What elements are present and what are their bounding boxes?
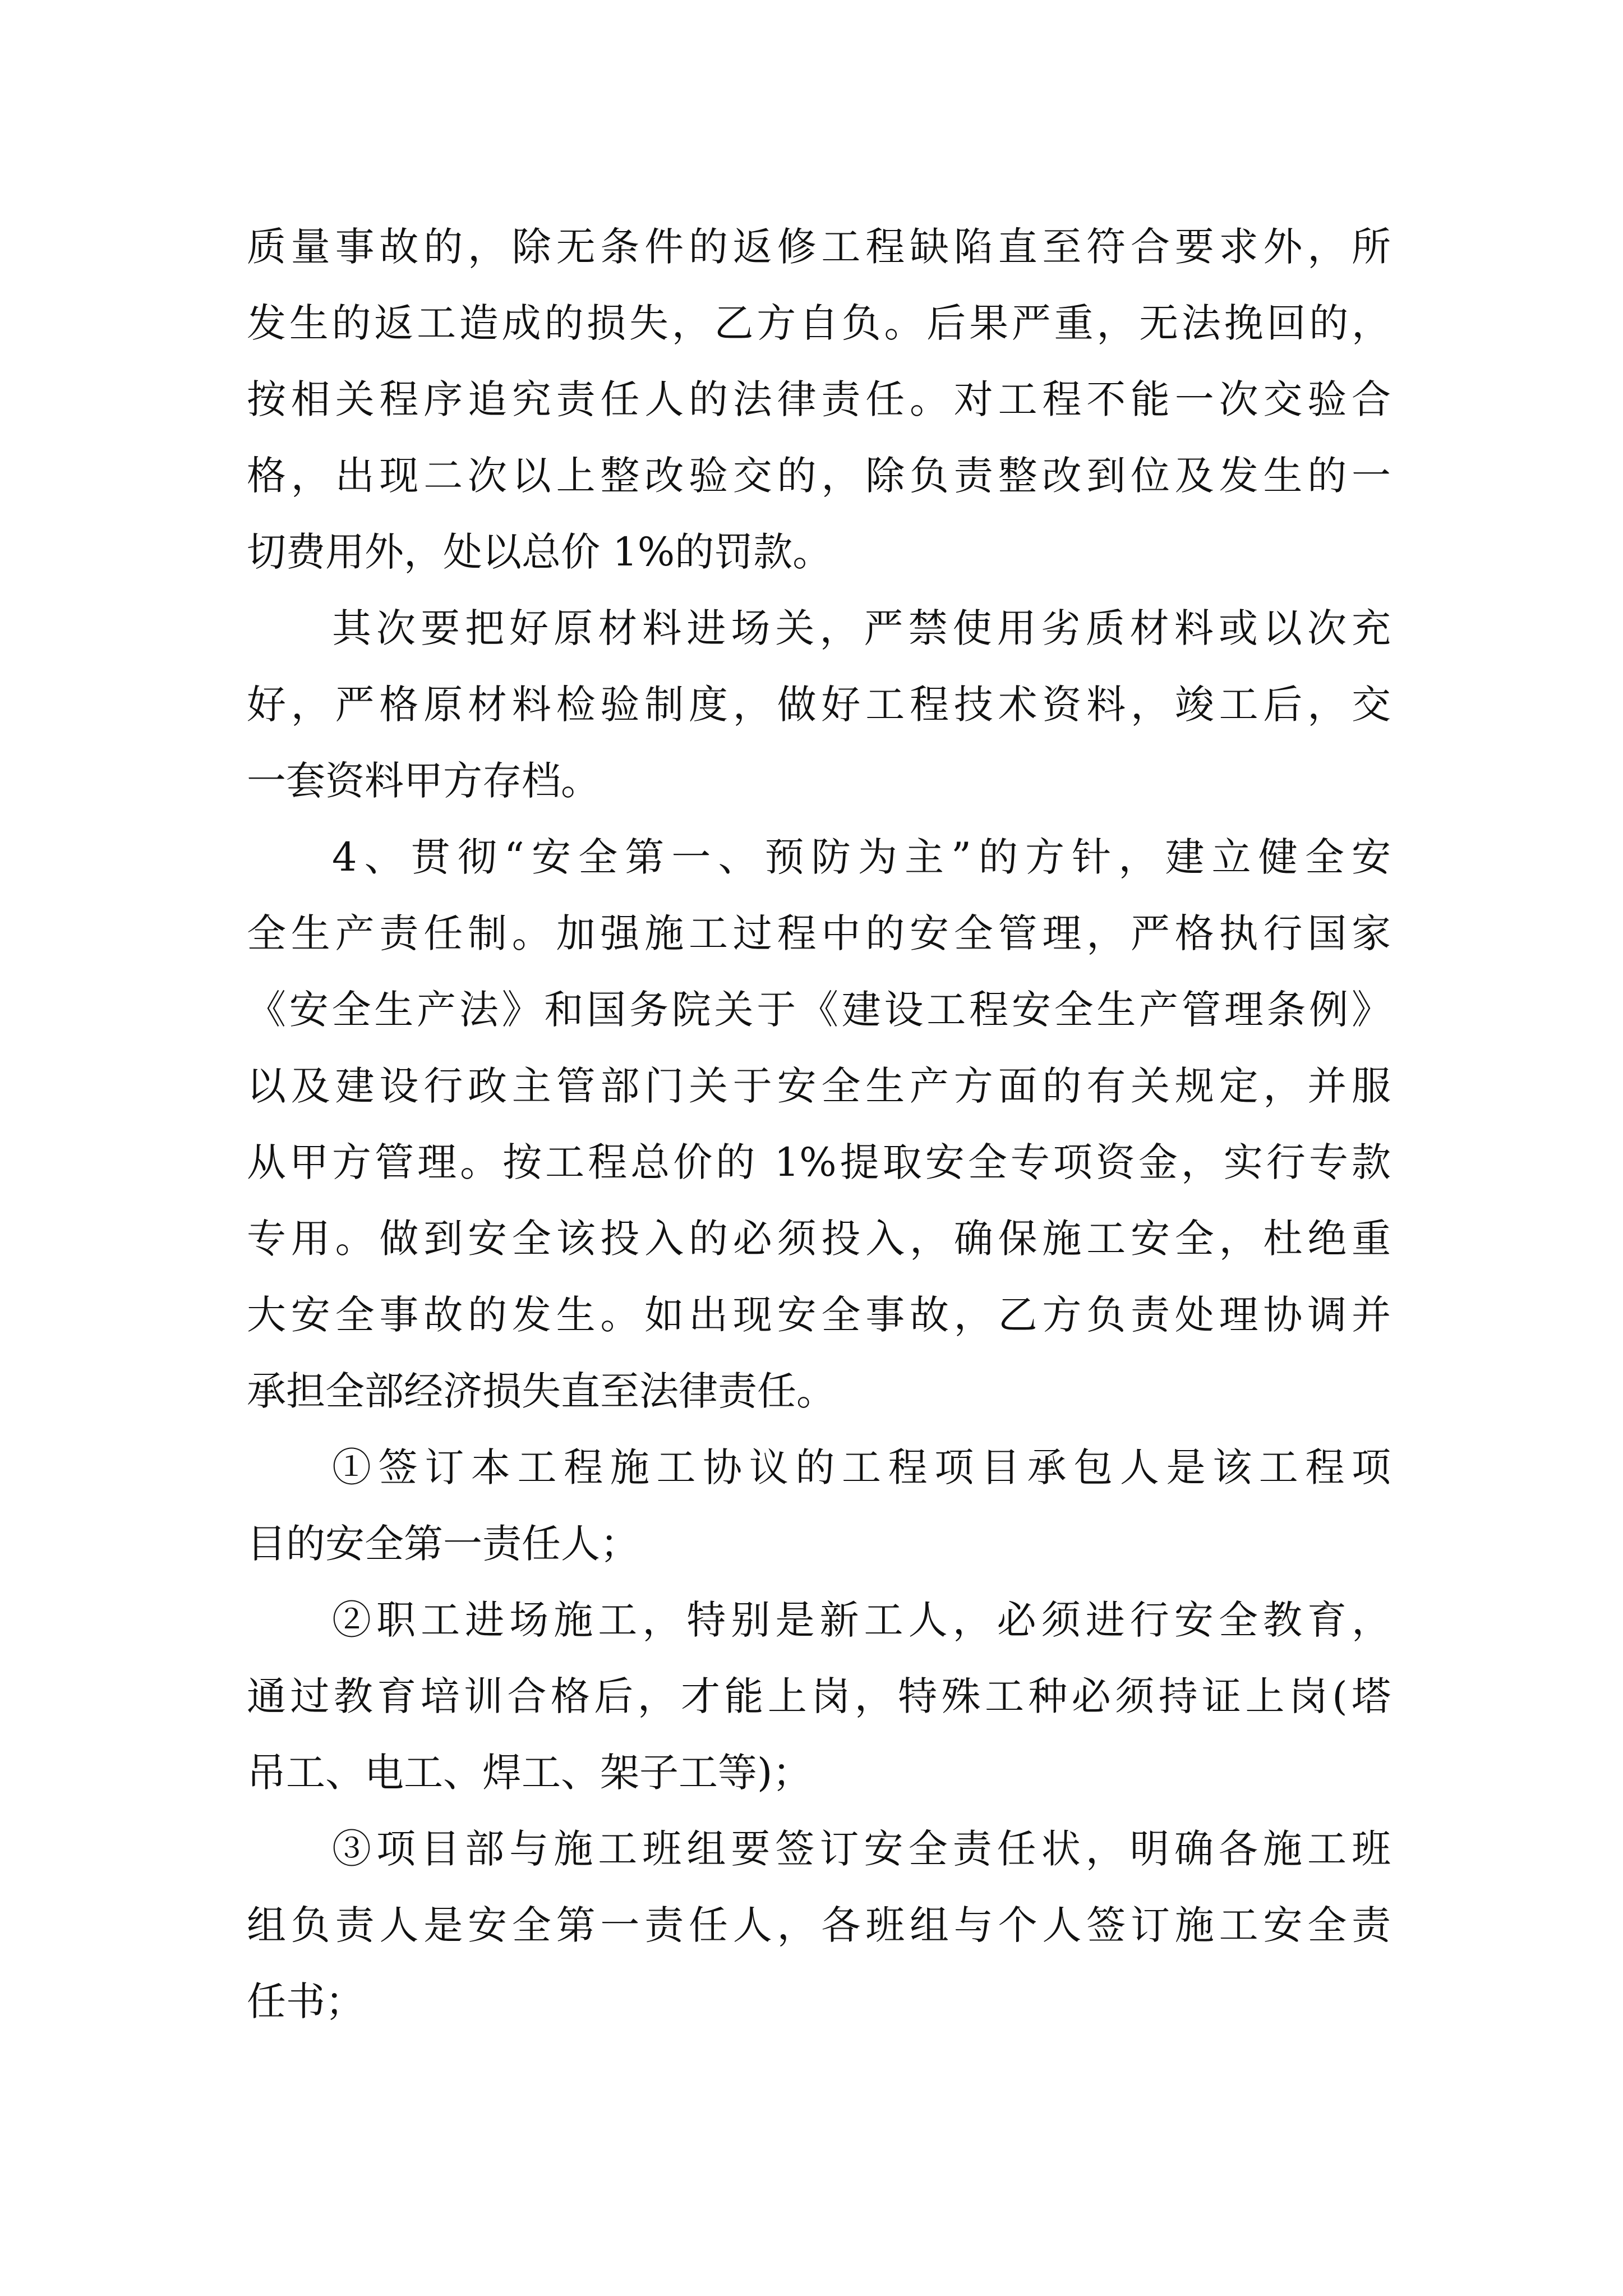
text-line: 从甲方管理。按工程总价的 1%提取安全专项资金，实行专款 bbox=[247, 1139, 1391, 1185]
text-line: 以及建设行政主管部门关于安全生产方面的有关规定，并服 bbox=[247, 1063, 1391, 1109]
text-line: 其次要把好原材料进场关，严禁使用劣质材料或以次充 bbox=[332, 605, 1391, 651]
text-line: 目的安全第一责任人； bbox=[247, 1521, 639, 1567]
paragraph-raw-materials bbox=[247, 590, 1391, 819]
text-line: 发生的返工造成的损失，乙方自负。后果严重，无法挽回的， bbox=[247, 300, 1391, 346]
text-line: ②职工进场施工，特别是新工人，必须进行安全教育， bbox=[332, 1597, 1391, 1643]
text-line: 按相关程序追究责任人的法律责任。对工程不能一次交验合 bbox=[247, 376, 1391, 422]
text-line: 任书； bbox=[247, 1978, 365, 2024]
text-line: 一套资料甲方存档。 bbox=[247, 758, 600, 804]
text-line: 大安全事故的发生。如出现安全事故，乙方负责处理协调并 bbox=[247, 1292, 1391, 1338]
text-line: 质量事故的，除无条件的返修工程缺陷直至符合要求外，所 bbox=[247, 224, 1391, 270]
text-line: 专用。做到安全该投入的必须投入，确保施工安全，杜绝重 bbox=[247, 1216, 1391, 1262]
paragraph-item-3 bbox=[247, 1811, 1391, 2040]
text-line: 组负责人是安全第一责任人，各班组与个人签订施工安全责 bbox=[247, 1902, 1391, 1948]
text-line: 好，严格原材料检验制度，做好工程技术资料，竣工后，交 bbox=[247, 682, 1391, 728]
text-line: 全生产责任制。加强施工过程中的安全管理，严格执行国家 bbox=[247, 910, 1391, 956]
text-line: 承担全部经济损失直至法律责任。 bbox=[247, 1368, 836, 1414]
paragraph-item-2 bbox=[247, 1582, 1391, 1811]
document-body bbox=[247, 209, 1391, 2040]
text-line: 通过教育培训合格后，才能上岗，特殊工种必须持证上岗(塔 bbox=[247, 1673, 1391, 1719]
text-line: 《安全生产法》和国务院关于《建设工程安全生产管理条例》 bbox=[247, 987, 1391, 1033]
text-line: 切费用外，处以总价 1%的罚款。 bbox=[247, 529, 832, 575]
text-line: 吊工、电工、焊工、架子工等)； bbox=[247, 1750, 812, 1796]
paragraph-quality-accident bbox=[247, 209, 1391, 590]
text-line: 4、贯彻“安全第一、预防为主”的方针，建立健全安 bbox=[332, 834, 1391, 880]
text-line: 格，出现二次以上整改验交的，除负责整改到位及发生的一 bbox=[247, 453, 1391, 499]
paragraph-safety-policy bbox=[247, 819, 1391, 1429]
text-line: ①签订本工程施工协议的工程项目承包人是该工程项 bbox=[332, 1444, 1391, 1490]
text-line: ③项目部与施工班组要签订安全责任状，明确各施工班 bbox=[332, 1826, 1391, 1872]
paragraph-item-1 bbox=[247, 1429, 1391, 1582]
